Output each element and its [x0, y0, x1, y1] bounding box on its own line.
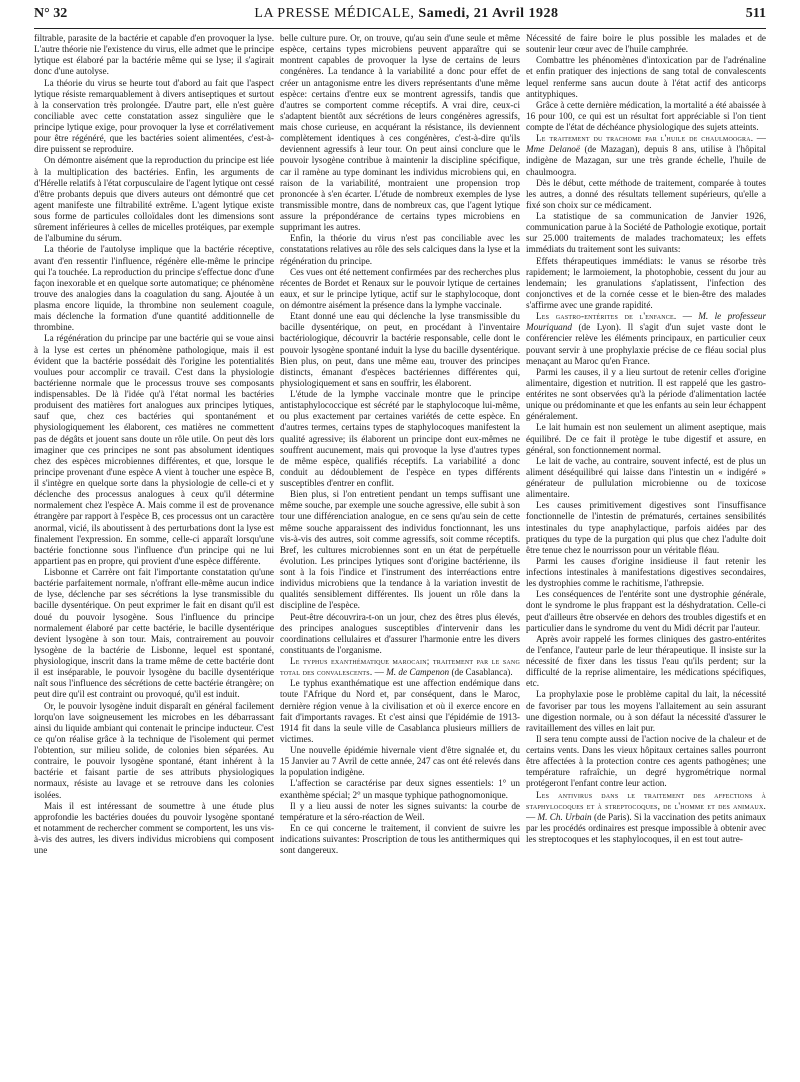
- paragraph: Bien plus, si l'on entretient pendant un temps suffisant une même souche, par exemple une souche agressive, elle subit à son tour une différenciation analogue, en ce sens qu'au sein de cette même souche apparaissent des individus fonctionnant, les uns vis-à-vis des autres, soit comme agressifs, soit comme réceptifs. Bref, les cultures microbiennes sont en un état de perpétuelle évolution. Les principes lytiques sont d'origine bactérienne, ils sont à la fois l'indice et l'instrument des interréactions entre individus microbiens que la tendance à la variation investit de qualités sensiblement différentes. Ils jouent un rôle dans la discipline de l'espèce.: [280, 489, 520, 611]
- section-title: Le typhus exanthématique marocain; traitement par le sang total des convalescents.: [280, 656, 520, 678]
- column-3: [526, 33, 766, 1078]
- author-place: (de Casablanca).: [451, 667, 513, 678]
- paragraph: La prophylaxie pose le problème capital du lait, la nécessité de favoriser par tous les moyens l'allaitement au sein assurant une digestion normale, ou à son défaut la nécessité d'assurer le ravitaillement des villes en lait pur.: [526, 689, 766, 733]
- paragraph: (de Paris). Si la vaccination des petits animaux par les procédés ordinaires est presque impossible à obtenir avec les streptocoques et les staphylocoques, il en est tout autre-: [526, 811, 766, 844]
- paragraph: Mais il est intéressant de soumettre à une étude plus approfondie les bactéries douées du pouvoir lysogène spontané et notamment de rechercher comment se comportent, les uns vis-à-vis des autres, les divers individus microbiens qui composent une: [34, 800, 274, 856]
- section-heading-gastro: Les gastro-entérites de l'enfance. — M. le professeur Mouriquand (de Lyon). Il s'agit d'un sujet vaste dont le conférencier relève les éléments principaux, en particulier ceux pouvant servir à une prophylaxie précise de ce fléau social plus menaçant au Maroc qu'en France.: [526, 311, 766, 366]
- section-heading-typhus: Le typhus exanthématique marocain; traitement par le sang total des convalescents. — M. de Campenon (de Casablanca).: [280, 656, 520, 678]
- paragraph: Effets thérapeutiques immédiats: le vanus se résorbe très rapidement; le larmoiement, la photophobie, cessent du jour au lendemain; les granulations s'aplatissent, l'infection des conjonctives et de la cornée cesse et le bien-être des malades s'affirme avec une grande rapidité.: [526, 255, 766, 310]
- paragraph: Une nouvelle épidémie hivernale vient d'être signalée et, du 15 Janvier au 7 Avril de cette année, 247 cas ont été relevés dans la population indigène.: [280, 745, 520, 778]
- paragraph: Peut-être découvrira-t-on un jour, chez des êtres plus élevés, des principes analogues susceptibles d'intervenir dans les coordinations cellulaires et d'assurer l'harmonie entre les divers constituants de l'organisme.: [280, 611, 520, 655]
- paragraph: Dès le début, cette méthode de traitement, comparée à toutes les autres, a donné des résultats tellement supérieurs, qu'elle a fixé son choix sur ce médicament.: [526, 177, 766, 210]
- paragraph: L'étude de la lymphe vaccinale montre que le principe antistaphylococcique est sécrété par le staphylocoque lui-même, ou plus exactement par certaines variétés de cette espèce. En d'autres termes, certains types de staphylocoques manifestent la qualité agressive; ils élaborent un principe dont eux-mêmes ne souffrent aucunement, mais qui provoque la lyse d'autres types de même espèce, qualifiés réceptifs. La variabilité a donc conduit au dédoublement de l'espèce en types différents susceptibles d'entrer en conflit.: [280, 389, 520, 488]
- paragraph: La statistique de sa communication de Janvier 1926, communication parue à la Société de Pathologie exotique, portait sur 25.000 traitements de malades trachomateux; les effets immédiats du traitement sont les suivants:: [526, 211, 766, 255]
- paragraph: Parmi les causes d'origine insidieuse il faut retenir les infections intestinales à manifestations digestives secondaires, les dystrophies comme le rachitisme, l'athrepsie.: [526, 555, 766, 589]
- section-title: Les antivirus dans le traitement des affections à staphylocoques et à streptocoques, de l'homme et des animaux.: [526, 789, 766, 811]
- page-number: 511: [745, 6, 766, 21]
- author-name: Mme Delanoë: [526, 144, 580, 155]
- text-columns: [34, 33, 766, 1078]
- section-heading-antivirus: Les antivirus dans le traitement des affections à staphylocoques et à streptocoques, de l'homme et des animaux. — M. Ch. Urbain (de Paris). Si la vaccination des petits animaux par les procédés ordinaires est presque impossible à obtenir avec les streptocoques et les staphylocoques, il en est tout autre-: [526, 789, 766, 844]
- section-title: Le traitement du trachome par l'huile de chaulmoogra.: [536, 133, 754, 144]
- journal-title: [254, 6, 558, 22]
- paragraph: Parmi les causes, il y a lieu surtout de retenir celles d'origine alimentaire, digestion et nutrition. Il est rappelé que les gastro-entérites ne sont observées qu'à la période d'alimentation lactée unique ou prédominante et que les enfants au sein leur échappent généralement.: [526, 366, 766, 422]
- paragraph: La théorie du virus se heurte tout d'abord au fait que l'aspect lytique résiste remarquablement à divers antiseptiques et surtout à la conservation très prolongée. D'autre part, elle n'est guère conciliable avec cette constatation assez singulière que le principe lytique exige, pour provoquer la lyse et corrélativement pour être régénéré, que les bactéries soient alimentées, c'est-à-dire puissent se reproduire.: [34, 77, 274, 155]
- paragraph: (de Lyon). Il s'agit d'un sujet vaste dont le conférencier relève les éléments principaux, en particulier ceux pouvant servir à une prophylaxie précise de ce fléau social plus menaçant au Maroc qu'en France.: [526, 322, 766, 366]
- paragraph: La théorie de l'autolyse implique que la bactérie réceptive, avant d'en ressentir l'influence, régénère elle-même le principe qui l'a touchée. La reproduction du principe s'effectue donc d'une façon inexorable et en quelque sorte automatique; ce phénomène trouve des analogies dans la coagulation du sang. Ajoutée à un plasma encore liquide, la thrombine non seulement coagule, mais déclenche la formation d'une quantité additionnelle de thrombine.: [34, 244, 274, 333]
- column-1: [34, 33, 274, 1078]
- issue-number: N° 32: [34, 6, 68, 21]
- paragraph: Enfin, la théorie du virus n'est pas conciliable avec les constatations relatives au rôle des sels calciques dans la lyse et la régénération du principe.: [280, 233, 520, 266]
- paragraph: Les conséquences de l'entérite sont une dystrophie générale, dont le syndrome le plus frappant est la déshydratation. Celle-ci peut d'ailleurs être observée en dehors des troubles digestifs et en particulier dans le syndrome du vent du Midi décrit par l'auteur.: [526, 589, 766, 633]
- column-2: [280, 33, 520, 1078]
- paragraph: 8 ans, utilise à l'hôpital indigène de Mazagan, sur une très grande échelle, l'huile de chaulmoogra.: [526, 144, 766, 177]
- journal-name: LA PRESSE MÉDICALE,: [254, 6, 415, 21]
- paragraph: Les causes primitivement digestives sont l'insuffisance fonctionnelle de l'intestin de prématurés, certaines sensibilités intestinales du type anaphylactique, parfois aidées par des pratiques du type de la purgation qui plus que chez l'adulte doit être tenue chez le nourrisson pour un véritable fléau.: [526, 500, 766, 555]
- paragraph: Il sera tenu compte aussi de l'action nocive de la chaleur et de certains vents. Dans les vieux hôpitaux certaines salles pourront être affectées à la protection contre ces agents pathogènes; une température rafraîchie, un degré hygrométrique normal protégeront l'enfant contre leur action.: [526, 733, 766, 789]
- paragraph: On démontre aisément que la reproduction du principe est liée à la multiplication des bactéries. Enfin, les arguments de d'Hérelle relatifs à l'état corpusculaire de l'agent lytique ont cessé d'être probants depuis que divers auteurs ont démontré que cet agent manifeste une filtrabilité extrême. L'agent lytique existe sous forme de particules colloïdales dont les dimensions sont sûrement inférieures à celles de micelles protéiques, par exemple de l'albumine du sérum.: [34, 155, 274, 244]
- paragraph: Combattre les phénomènes d'intoxication par de l'adrénaline et enfin pratiquer des injections de sang total de convalescents lequel renferme sans aucun doute à l'état actif des anticorps antityphiques.: [526, 55, 766, 99]
- paragraph: Le lait humain est non seulement un aliment aseptique, mais équilibré. De ce fait il protège le tube digestif et assure, en général, son fonctionnement normal.: [526, 422, 766, 455]
- paragraph: Le lait de vache, au contraire, souvent infecté, est de plus un aliment déséquilibré qui laisse dans l'intestin un « indigéré » générateur de pullulation microbienne ou de toxicose alimentaire.: [526, 455, 766, 500]
- paragraph: En ce qui concerne le traitement, il convient de suivre les indications suivantes: Proscription de tous les antithermiques qui sont dangereux.: [280, 822, 520, 856]
- section-heading-trachome: Le traitement du trachome par l'huile de chaulmoogra. — Mme Delanoë (de Mazagan), depuis 8 ans, utilise à l'hôpital indigène de Mazagan, sur une très grande échelle, l'huile de chaulmoogra.: [526, 133, 766, 177]
- paragraph: Il y a lieu aussi de noter les signes suivants: la courbe de température et la séro-réaction de Weil.: [280, 800, 520, 822]
- paragraph: Etant donné une eau qui déclenche la lyse transmissible du bacille dysentérique, on peut, en procédant à l'inventaire bactériologique, découvrir la bactérie responsable, celle dont le pouvoir lysogène spontané induit la lyse du bacille dysentérique. Bien plus, on peut, dans une même eau, trouver des principes distincts, émanant d'espèces bactériennes différentes qui, physiologiquement et sans en souffrir, les élaborent.: [280, 311, 520, 388]
- paragraph: filtrable, parasite de la bactérie et capable d'en provoquer la lyse. L'autre théorie nie l'existence du virus, elle admet que le principe lytique est élaboré par la bactérie même qui se lyse; il s'agirait donc d'une autolyse.: [34, 33, 274, 77]
- paragraph: Ces vues ont été nettement confirmées par des recherches plus récentes de Bordet et Renaux sur le pouvoir lytique de certaines eaux, et sur le principe lytique, actif sur le staphylocoque, dont on démontre aisément la présence dans la lymphe vaccinale.: [280, 266, 520, 310]
- paragraph: Or, le pouvoir lysogène induit disparaît en général facilement lorqu'on lave soigneusement les microbes en les débarrassant ainsi du liquide ambiant qui contenait le principe inducteur. C'est ce qu'on réalise grâce à la technique de l'isolement qui permet l'obtention, sur milieu solide, de colonies bien séparées. Au contraire, le pouvoir lysogène spontané, étant inhérent à la bactérie et faisant partie de ses attributs physiologiques normaux, résiste au lavage et se retrouve dans les colonies isolées.: [34, 700, 274, 800]
- author-name: M. le professeur Mouriquand: [526, 311, 766, 333]
- paragraph: Après avoir rappelé les formes cliniques des gastro-entérites de l'enfance, l'auteur parle de leur thérapeutique. Il insiste sur la nécessité de fixer dans les tissus l'eau qu'ils perdent; sur la difficulté de la reprise alimentaire, les médications spécifiques, etc.: [526, 633, 766, 689]
- paragraph: belle culture pure. Or, on trouve, qu'au sein d'une seule et même espèce, certains types microbiens peuvent apparaître qui se montrent capables de provoquer la lyse de certains de leurs congénères. La tendance à la variabilité a donc pour effet de créer un antagonisme entre les divers représentants d'une même espèce: certains d'entre eux se montrent agressifs, tandis que d'autres se comportent comme réceptifs. A vrai dire, ceux-ci s'adaptent bientôt aux sécrétions de leurs congénères agressifs, mais chose curieuse, en acquérant la résistance, ils deviennent complètement identiques à ces congénères, c'est-à-dire qu'ils deviennent agressifs à leur tour. On peut ainsi conclure que le pouvoir lysogène contribue à maintenir la discipline spécifique, car il ramène au type dominant les individus microbiens qui, en raison de la variabilité, montraient une propension trop prononcée à s'en écarter. L'étude de nombreux exemples de lyse transmissible montre, dans de nombreux cas, que l'agent lytique assure la prépondérance de certains types microbiens en supprimant les autres.: [280, 33, 520, 233]
- header-rule: [34, 28, 766, 29]
- paragraph: Lisbonne et Carrère ont fait l'importante constatation qu'une bactérie parfaitement normale, n'offrant elle-même aucun indice de lyse, déclenche par ses sécrétions la lyse transmissible du bacille dysentérique. On peut exprimer le fait en disant qu'il est doué du pouvoir lysogène. Sous l'influence du principe normalement élaboré par cette bactérie, le bacille dysentérique devient lysogène à son tour. Mais, contrairement au pouvoir lysogène de la bactérie de Lisbonne, lequel est spontané, physiologique, inscrit dans la trame même de cette bactérie dont il est inséparable, le pouvoir lysogène du bacille dysentérique naît sous l'influence des sécrétions de cette bactérie étrangère; on peut dire qu'il est contraint ou provoqué, qu'il est induit.: [34, 567, 274, 700]
- paragraph: Le typhus exanthématique est une affection endémique dans toute l'Afrique du Nord et, par conséquent, dans le Maroc, dernière région venue à la civilisation et où il exerce encore en fait d'importants ravages. Et c'est ainsi que l'épidémie de 1913-1914 fit dans la seule ville de Casablanca plusieurs milliers de victimes.: [280, 678, 520, 744]
- section-title: Les gastro-entérites de l'enfance.: [536, 311, 677, 322]
- author-name: M. de Campenon: [386, 667, 450, 678]
- issue-date: Samedi, 21 Avril 1928: [418, 6, 559, 21]
- paragraph: La régénération du principe par une bactérie qui se voue ainsi à la lyse est certes un phénomène pathologique, mais il est évident que la bactérie possédait dès l'origine les potentialités voulues pour accomplir ce travail. C'est dans la physiologie bactérienne normale que le processus trouve ses composants indispensables. De là l'idée qu'à l'état normal les bactéries produisent des matières fort analogues aux principes lytiques, sauf que, chez ces bactéries qui spontanément et physiologiquement les élaborent, ces matières ne commettent pas de dégâts et jouent sans doute un rôle utile. On peut dès lors imaginer que ces principes ne sont pas absolument identiques chez des espèces microbiennes différentes, et que, lorsque le principe provenant d'une espèce A vient à toucher une espèce B, il s'intègre en quelque sorte dans la physiologie de celle-ci et y déclenche des processus analogues à ceux qu'il détermine normalement chez l'espèce A. Mais comme il est de provenance étrangère par rapport à l'espèce B, ces processus ont un caractère anormal, vicié, ils aboutissent à des perturbations dont la lyse est finalement l'expression. En somme, celle-ci apparaît lorsqu'une bactérie fonctionne sous l'influence d'un principe qui ne lui appartient pas en propre, qui provient d'une espèce différente.: [34, 333, 274, 566]
- paragraph: Grâce à cette dernière médication, la mortalité a été abaissée à 16 pour 100, ce qui est un résultat fort appréciable si l'on tient compte de l'état de déchéance physiologique des sujets atteints.: [526, 99, 766, 132]
- author-place: (de Mazagan), depuis: [584, 144, 669, 155]
- author-name: M. Ch. Urbain: [537, 811, 592, 822]
- paragraph: Nécessité de faire boire le plus possible les malades et de soutenir leur cœur avec de l'huile camphrée.: [526, 33, 766, 55]
- paragraph: L'affection se caractérise par deux signes essentiels: 1° un exanthème spécial; 2° un masque typhique pathognomonique.: [280, 778, 520, 800]
- running-header: [34, 6, 766, 28]
